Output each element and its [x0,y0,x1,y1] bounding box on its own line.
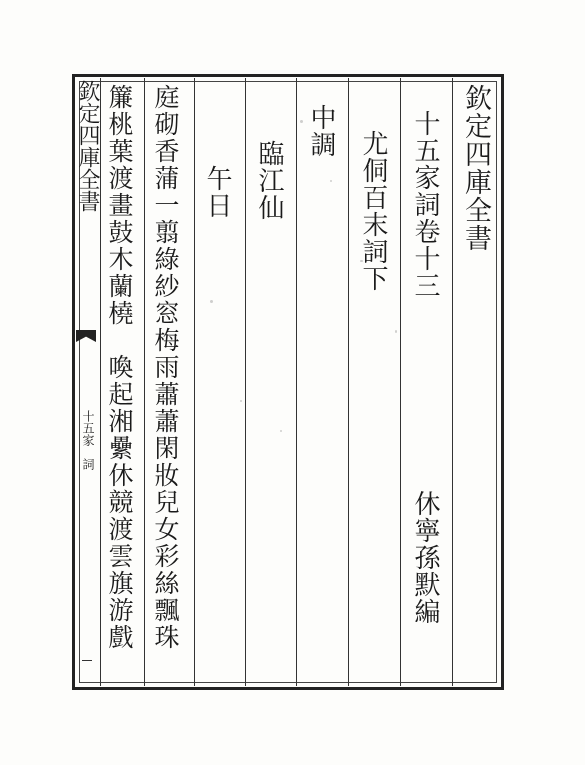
column-rule [100,78,101,686]
column-rule [296,78,297,686]
column-rule [348,78,349,686]
column-rule [400,78,401,686]
tune-category: 中調 [306,104,336,158]
poem-line-1: 庭砌香蒲一翦綠紗窓梅雨蕭蕭閑妝兒女彩絲飄珠 [151,84,180,651]
poem-line-2: 簾桃葉渡畫鼓木蘭橈 喚起湘纍休競渡雲旗游戲 [105,84,134,651]
column-rule [245,78,246,686]
tune-name: 臨江仙 [254,140,284,221]
collection-title: 欽定四庫全書 [460,84,491,252]
column-rule [194,78,195,686]
fish-tail-mark-icon [76,330,96,342]
fold-column [72,80,100,684]
column-rule [144,78,145,686]
fold-subtitle: 十五家 詞 [81,410,95,470]
column-rule [452,78,453,686]
fold-title: 欽定四庫全書 [75,80,100,212]
author-line: 尤侗百末詞下 [358,130,388,292]
volume-title: 十五家詞卷十三 [410,110,440,299]
poem-title: 午日 [202,165,232,219]
fold-rule [82,660,92,661]
compiler-line: 休寧孫默編 [410,490,440,625]
